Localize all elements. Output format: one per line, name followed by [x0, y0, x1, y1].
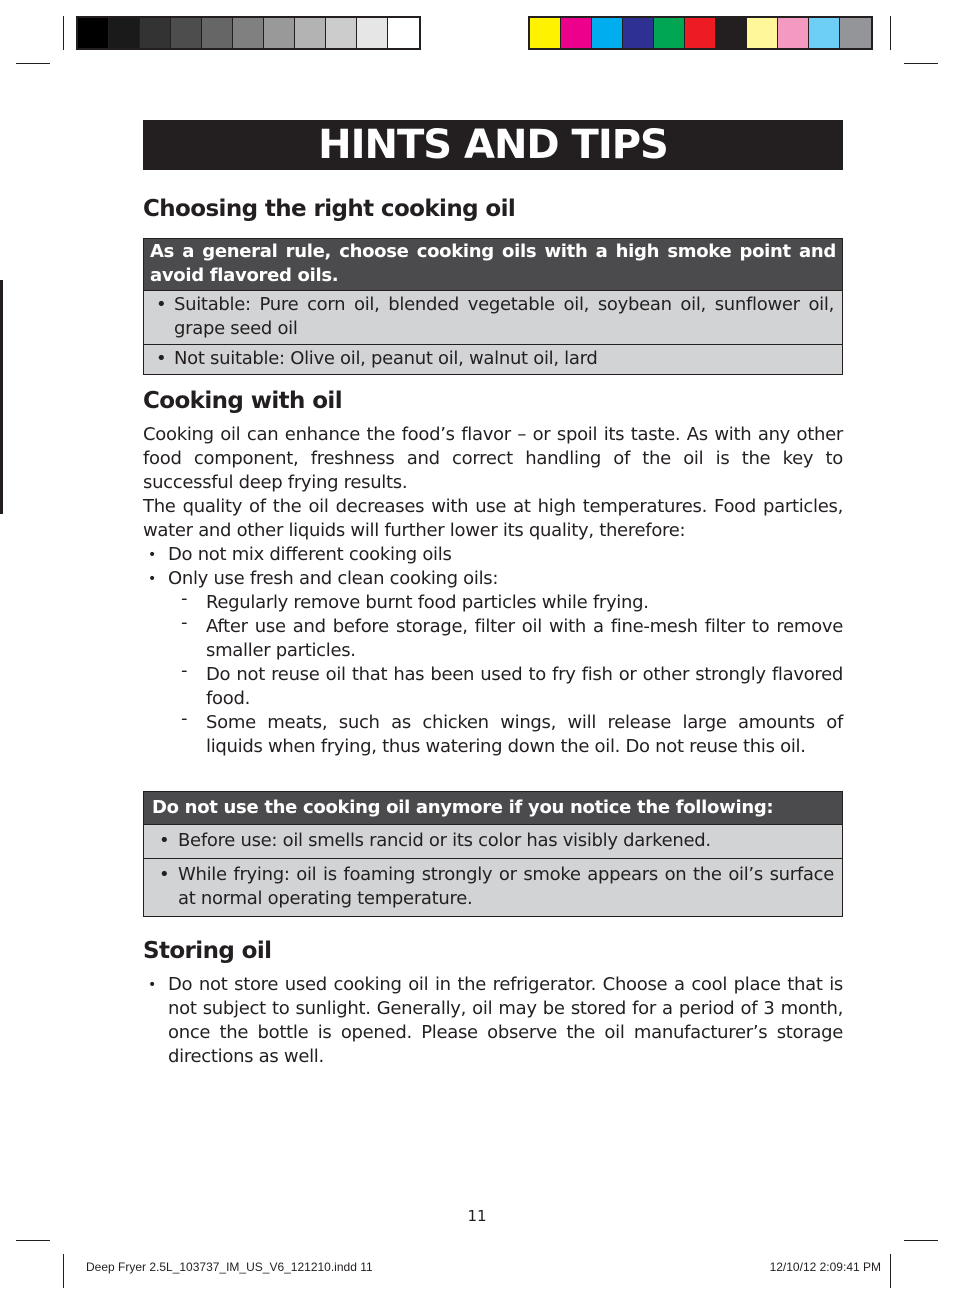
bullet-icon: • — [159, 864, 170, 885]
section-heading-cooking-with-oil: Cooking with oil — [143, 388, 342, 414]
page-number: 11 — [467, 1207, 487, 1225]
list-item — [181, 612, 843, 663]
dash-icon: - — [181, 660, 188, 681]
oil-warning-row-text: Before use: oil smells rancid or its color has visibly darkened. — [178, 830, 711, 851]
list-item — [181, 588, 843, 615]
oil-choice-row-text: Not suitable: Olive oil, peanut oil, walnut oil, lard — [174, 348, 598, 369]
storing-oil-bullet-list — [143, 973, 843, 1069]
crop-mark-bottom-left-h — [16, 1240, 50, 1241]
color-swatch — [716, 18, 747, 48]
list-item-text: After use and before storage, filter oil with a fine-mesh filter to remove smaller particles. — [206, 616, 843, 661]
crop-mark-top-left-v — [63, 16, 64, 50]
color-swatch — [840, 18, 871, 48]
clean-oil-dash-list — [181, 588, 843, 759]
section-heading-choosing-oil: Choosing the right cooking oil — [143, 196, 516, 222]
color-swatch — [685, 18, 716, 48]
bullet-icon: • — [159, 830, 170, 851]
list-item — [143, 567, 843, 591]
color-swatch — [778, 18, 809, 48]
oil-choice-row-suitable — [144, 290, 842, 344]
color-swatch — [326, 18, 357, 48]
oil-warning-row-text: While frying: oil is foaming strongly or smoke appears on the oil’s surface at normal operating temperature. — [178, 864, 834, 909]
oil-warning-table — [143, 791, 843, 917]
color-swatch — [233, 18, 264, 48]
page-title: HINTS AND TIPS — [143, 120, 843, 170]
oil-choice-row-not-suitable — [144, 344, 842, 374]
color-swatch — [140, 18, 171, 48]
grayscale-color-bar — [76, 16, 421, 50]
color-swatch — [561, 18, 592, 48]
registration-side-bar — [0, 280, 3, 514]
cooking-oil-bullet-list — [143, 543, 843, 591]
dash-icon: - — [181, 612, 188, 633]
crop-mark-top-right-v — [890, 16, 891, 50]
color-swatch — [654, 18, 685, 48]
page-content — [143, 190, 843, 1069]
paragraph-oil-quality: The quality of the oil decreases with use at high temperatures. Food particles, water and other liquids will further lower its quality, therefore: — [143, 496, 843, 541]
color-swatch — [592, 18, 623, 48]
oil-choice-table-header: As a general rule, choose cooking oils with a high smoke point and avoid flavored oils. — [144, 239, 842, 290]
list-item-text: Do not reuse oil that has been used to fry fish or other strongly flavored food. — [206, 664, 843, 709]
list-item — [181, 660, 843, 711]
color-swatch — [109, 18, 140, 48]
crop-mark-bottom-right-v — [890, 1254, 891, 1288]
oil-warning-row-before-use — [144, 824, 842, 858]
list-item-text: Some meats, such as chicken wings, will release large amounts of liquids when frying, thus watering down the oil. Do not reuse this oil. — [206, 712, 843, 757]
color-swatch — [388, 18, 419, 48]
color-swatch — [809, 18, 840, 48]
dash-icon: - — [181, 708, 188, 729]
color-swatch — [623, 18, 654, 48]
dash-icon: - — [181, 588, 188, 609]
list-item-text: Regularly remove burnt food particles while frying. — [206, 592, 649, 613]
crop-mark-bottom-left-v — [63, 1254, 64, 1288]
oil-warning-row-while-frying — [144, 858, 842, 916]
bullet-icon: • — [148, 571, 156, 587]
footer-timestamp: 12/10/12 2:09:41 PM — [769, 1260, 881, 1274]
list-item — [143, 973, 843, 1069]
section-heading-storing-oil: Storing oil — [143, 938, 272, 964]
color-swatch — [264, 18, 295, 48]
list-item — [143, 543, 843, 567]
bullet-icon: • — [148, 547, 156, 563]
list-item-text: Do not mix different cooking oils — [168, 544, 452, 565]
bullet-icon: • — [156, 294, 167, 315]
color-swatch — [295, 18, 326, 48]
color-swatch — [747, 18, 778, 48]
crop-mark-bottom-right-h — [904, 1240, 938, 1241]
color-swatch — [202, 18, 233, 48]
color-swatch — [171, 18, 202, 48]
bullet-icon: • — [156, 348, 167, 369]
bullet-icon: • — [148, 977, 156, 993]
footer-file-name: Deep Fryer 2.5L_103737_IM_US_V6_121210.indd 11 — [86, 1260, 373, 1274]
oil-choice-table — [143, 238, 843, 375]
oil-warning-table-header: Do not use the cooking oil anymore if you notice the following: — [144, 792, 842, 824]
color-swatch — [78, 18, 109, 48]
oil-choice-row-text: Suitable: Pure corn oil, blended vegetable oil, soybean oil, sunflower oil, grape seed oil — [174, 294, 834, 339]
list-item-text: Do not store used cooking oil in the refrigerator. Choose a cool place that is not subject to sunlight. Generally, oil may be stored for a period of 3 month, once the bottle is opened. Please observe the oil manufacturer’s storage directions as well. — [168, 974, 843, 1067]
list-item — [181, 708, 843, 759]
process-color-bar — [528, 16, 873, 50]
list-item-text: Only use fresh and clean cooking oils: — [168, 568, 499, 589]
color-swatch — [530, 18, 561, 48]
crop-mark-top-right-h — [904, 63, 938, 64]
crop-mark-top-left-h — [16, 63, 50, 64]
paragraph-oil-flavor: Cooking oil can enhance the food’s flavor – or spoil its taste. As with any other food component, freshness and correct handling of the oil is the key to successful deep frying results. — [143, 424, 843, 493]
color-swatch — [357, 18, 388, 48]
